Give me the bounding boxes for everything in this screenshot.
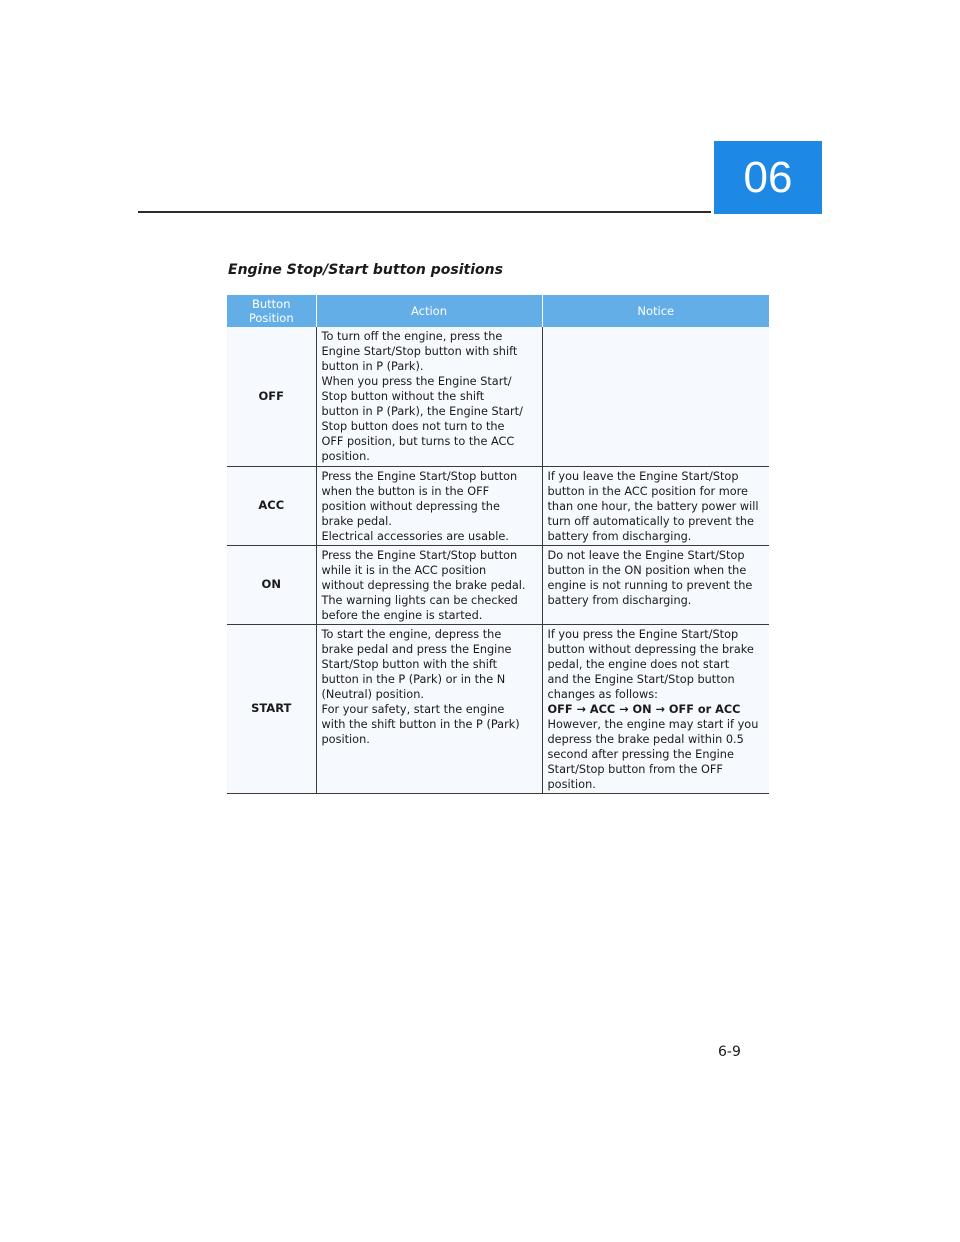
text-line: engine is not running to prevent the bbox=[547, 578, 753, 592]
position-cell: START bbox=[227, 624, 316, 793]
text-line: To start the engine, depress the bbox=[321, 627, 502, 641]
text-line: If you leave the Engine Start/Stop bbox=[547, 469, 739, 483]
text-line: second after pressing the Engine bbox=[547, 747, 734, 761]
header-rule bbox=[138, 211, 711, 213]
text-line: position. bbox=[321, 732, 370, 746]
text-line: Start/Stop button with the shift bbox=[321, 657, 498, 671]
text-line: To turn off the engine, press the bbox=[321, 330, 503, 343]
column-header-notice: Notice bbox=[542, 295, 769, 327]
text-line: For your safety, start the engine bbox=[321, 702, 505, 716]
text-line: Engine Start/Stop button with shift bbox=[321, 345, 518, 358]
position-cell: ON bbox=[227, 545, 316, 624]
text-line: The warning lights can be checked bbox=[321, 593, 518, 607]
text-line: Start/Stop button from the OFF bbox=[547, 762, 723, 776]
text-line: button in P (Park). bbox=[321, 360, 424, 373]
text-line: If you press the Engine Start/Stop bbox=[547, 627, 739, 641]
header-line: Position bbox=[248, 311, 294, 325]
text-line: position. bbox=[547, 777, 596, 791]
text-line: brake pedal. bbox=[321, 514, 392, 528]
text-line: battery from discharging. bbox=[547, 593, 692, 607]
text-line: Do not leave the Engine Start/Stop bbox=[547, 548, 745, 562]
text-line: Stop button does not turn to the bbox=[321, 420, 505, 433]
text-line: position. bbox=[321, 450, 370, 463]
text-line: when the button is in the OFF bbox=[321, 484, 490, 498]
page-number: 6-9 bbox=[718, 1044, 741, 1060]
text-line: and the Engine Start/Stop button bbox=[547, 672, 735, 686]
notice-cell bbox=[542, 624, 769, 793]
text-line: When you press the Engine Start/ bbox=[321, 375, 512, 388]
notice-cell bbox=[542, 466, 769, 545]
text-line: battery from discharging. bbox=[547, 529, 692, 543]
text-line: button in the P (Park) or in the N bbox=[321, 672, 506, 686]
text-line: However, the engine may start if you bbox=[547, 717, 759, 731]
action-cell bbox=[316, 466, 542, 545]
text-line: Electrical accessories are usable. bbox=[321, 529, 509, 543]
table-row bbox=[227, 545, 769, 624]
column-header-action: Action bbox=[316, 295, 542, 327]
text-line: before the engine is started. bbox=[321, 608, 483, 622]
text-line: Press the Engine Start/Stop button bbox=[321, 469, 518, 483]
text-line: changes as follows: bbox=[547, 687, 658, 701]
position-cell: OFF bbox=[227, 327, 316, 466]
text-line: while it is in the ACC position bbox=[321, 563, 487, 577]
text-line: OFF position, but turns to the ACC bbox=[321, 435, 515, 448]
text-line: button in P (Park), the Engine Start/ bbox=[321, 405, 523, 418]
text-line: than one hour, the battery power will bbox=[547, 499, 759, 513]
text-line: button in the ON position when the bbox=[547, 563, 747, 577]
action-cell bbox=[316, 327, 542, 466]
section-title: Engine Stop/Start button positions bbox=[228, 262, 503, 278]
notice-cell bbox=[542, 327, 769, 466]
table-row bbox=[227, 327, 769, 466]
text-line: brake pedal and press the Engine bbox=[321, 642, 512, 656]
table-row bbox=[227, 466, 769, 545]
text-line: pedal, the engine does not start bbox=[547, 657, 730, 671]
notice-cell bbox=[542, 545, 769, 624]
text-line: position without depressing the bbox=[321, 499, 500, 513]
button-positions-table bbox=[227, 295, 769, 794]
action-cell bbox=[316, 624, 542, 793]
text-line: turn off automatically to prevent the bbox=[547, 514, 754, 528]
text-line: with the shift button in the P (Park) bbox=[321, 717, 520, 731]
text-line: without depressing the brake pedal. bbox=[321, 578, 526, 592]
text-line: Stop button without the shift bbox=[321, 390, 485, 403]
column-header-position bbox=[227, 295, 316, 327]
text-line: depress the brake pedal within 0.5 bbox=[547, 732, 744, 746]
header-line: Button bbox=[251, 297, 291, 311]
state-sequence: OFF → ACC → ON → OFF or ACC bbox=[547, 702, 741, 716]
text-line: (Neutral) position. bbox=[321, 687, 424, 701]
position-cell: ACC bbox=[227, 466, 316, 545]
action-cell bbox=[316, 545, 542, 624]
chapter-tab: 06 bbox=[714, 141, 822, 214]
table-row bbox=[227, 624, 769, 793]
text-line: Press the Engine Start/Stop button bbox=[321, 548, 518, 562]
table-header-row bbox=[227, 295, 769, 327]
text-line: button without depressing the brake bbox=[547, 642, 754, 656]
text-line: button in the ACC position for more bbox=[547, 484, 748, 498]
